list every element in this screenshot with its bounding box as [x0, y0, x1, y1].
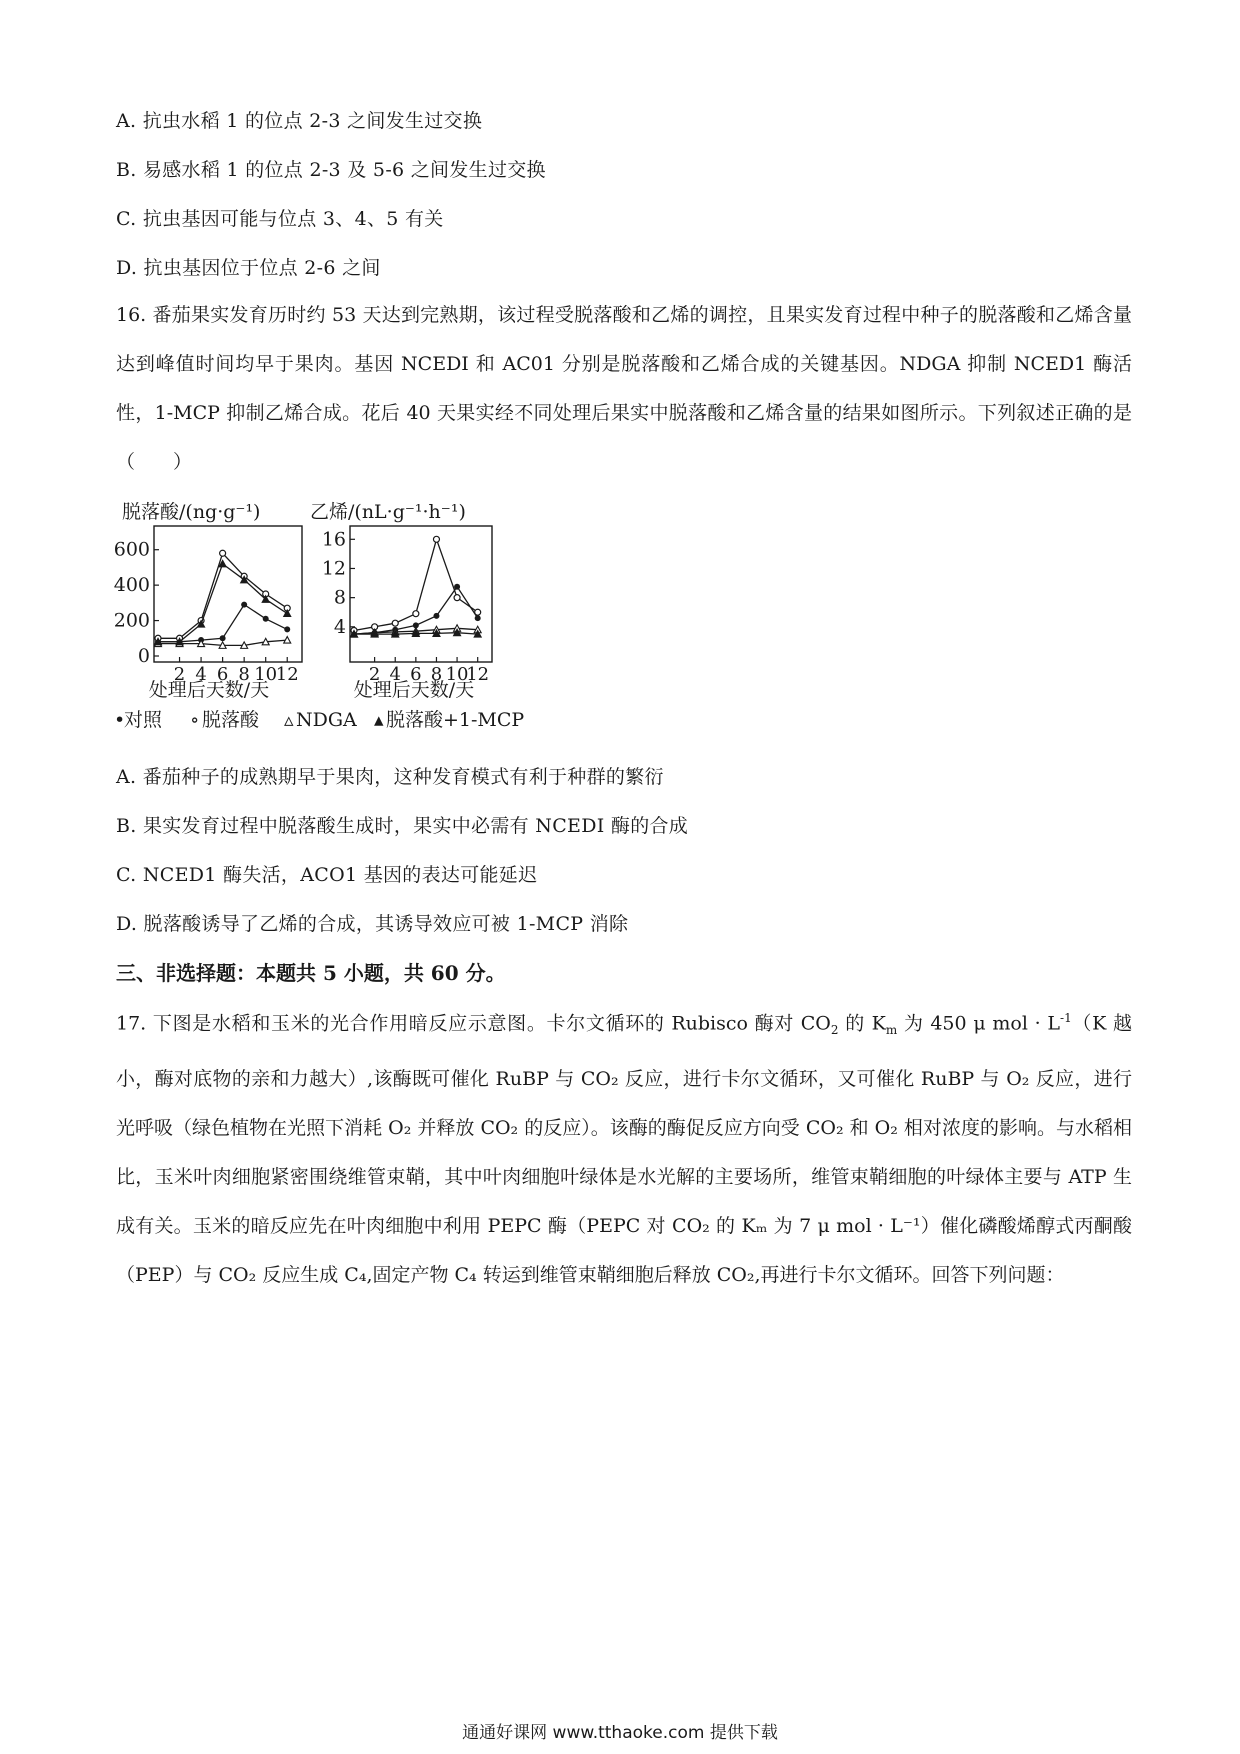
- ethylene-x-axis-label: 处理后天数/天: [353, 679, 475, 701]
- x-tick-label: 6: [410, 664, 422, 685]
- q17-text-part1c: 为 450 μ mol · L: [897, 1012, 1061, 1035]
- q17-text: [116, 994, 1132, 1300]
- abscisic-x-axis-label: 处理后天数/天: [148, 679, 270, 701]
- q15-option-d: D. 抗虫基因位于位点 2-6 之间: [116, 257, 381, 279]
- data-point: [263, 616, 269, 622]
- data-point: [220, 635, 226, 641]
- q17-co2-sub: 2: [830, 1023, 839, 1038]
- q16-option-b: B. 果实发育过程中脱落酸生成时，果实中必需有 NCEDI 酶的合成: [116, 815, 689, 837]
- y-tick-label: 600: [114, 538, 150, 561]
- abscisic-axis-label: 脱落酸/(ng·g⁻¹): [122, 501, 261, 523]
- q17-text-part1b: 的 K: [838, 1012, 886, 1035]
- ethylene-plot: [351, 536, 482, 637]
- x-tick-label: 2: [173, 664, 186, 685]
- x-tick-label: 4: [195, 664, 207, 685]
- data-point: [241, 602, 247, 608]
- q17-text-part1: 17. 下图是水稻和玉米的光合作用暗反应示意图。卡尔文循环的 Rubisco 酶对 CO: [116, 1012, 831, 1035]
- abscisic-plot: [155, 550, 291, 648]
- section-3-heading: 三、非选择题：本题共 5 小题，共 60 分。: [116, 961, 506, 985]
- q15-option-a: A. 抗虫水稻 1 的位点 2-3 之间发生过交换: [116, 110, 483, 132]
- page-footer: 通通好课网 www.tthaoke.com 提供下载: [462, 1723, 778, 1743]
- q17-text-part2: （K 越小，酶对底物的亲和力越大）,该酶既可催化 RuBP 与 CO₂ 反应，进行卡尔文循环，又可催化 RuBP 与 O₂ 反应，进行光呼吸（绿色植物在光照下消耗 O₂ 并释放 CO₂ 的反应）。该酶的酶促反应方向受 CO₂ 和 O₂ 相对浓度的影响。与水稻相比，玉米叶肉细胞紧密围绕维管束鞘，其中叶肉细胞叶绿体是水光解的主要场所，维管束鞘细胞的叶绿体主要与 ATP 生成有关。玉米的暗反应先在叶肉细胞中利用 PEPC 酶（PEPC 对 CO₂ 的 Kₘ 为 7 μ mol · L⁻¹）催化磷酸烯醇式丙酮酸（PEP）与 CO₂ 反应生成 C₄,固定产物 C₄ 转运到维管束鞘细胞后释放 CO₂,再进行卡尔文循环。回答下列问题：: [116, 1012, 1133, 1287]
- data-point: [433, 536, 439, 542]
- chart-legend: [114, 709, 524, 731]
- y-tick-label: 200: [114, 609, 150, 632]
- ethylene-axis-label: 乙烯/(nL·g⁻¹·h⁻¹): [310, 501, 466, 523]
- q16-option-c: C. NCED1 酶失活，ACO1 基因的表达可能延迟: [116, 864, 538, 886]
- q15-option-b: B. 易感水稻 1 的位点 2-3 及 5-6 之间发生过交换: [116, 159, 546, 181]
- data-point: [284, 610, 291, 617]
- legend-symbol-aba: ∘: [190, 709, 200, 731]
- x-tick-label: 6: [216, 664, 229, 685]
- data-point: [413, 611, 419, 617]
- x-tick-label: 8: [430, 664, 443, 685]
- y-tick-label: 12: [321, 557, 346, 580]
- q16-figure: [114, 496, 554, 736]
- x-tick-label: 8: [238, 664, 250, 685]
- data-point: [433, 613, 439, 619]
- q17-km-sub: m: [885, 1023, 898, 1038]
- x-tick-label: 12: [275, 664, 299, 685]
- q16-option-a: A. 番茄种子的成熟期早于果肉，这种发育模式有利于种群的繁衍: [116, 766, 664, 788]
- y-tick-label: 400: [114, 574, 150, 597]
- abscisic-y-ticks: [114, 539, 159, 667]
- data-point: [454, 584, 460, 590]
- legend-symbol-control: •: [114, 709, 126, 731]
- y-tick-label: 8: [333, 586, 346, 609]
- legend-label-control: 对照: [124, 709, 163, 731]
- x-tick-label: 10: [445, 664, 469, 685]
- legend-label-aba: 脱落酸: [202, 709, 260, 731]
- q17-unit-sup: -1: [1060, 1011, 1072, 1025]
- y-tick-label: 0: [137, 645, 150, 667]
- data-point: [284, 626, 290, 632]
- legend-symbol-ndga: ▵: [284, 709, 294, 731]
- x-tick-label: 10: [254, 664, 278, 685]
- legend-label-ndga: NDGA: [296, 709, 357, 731]
- data-point: [454, 595, 460, 601]
- y-tick-label: 16: [321, 528, 346, 551]
- data-point: [475, 609, 481, 615]
- data-point: [475, 615, 481, 621]
- legend-label-aba-mcp: 脱落酸+1-MCP: [386, 709, 525, 731]
- y-tick-label: 4: [333, 615, 346, 638]
- q16-charts: [114, 496, 554, 736]
- q16-stem: 16. 番茄果实发育历时约 53 天达到完熟期，该过程受脱落酸和乙烯的调控，且果实发育过程中种子的脱落酸和乙烯含量达到峰值时间均早于果肉。基因 NCEDI 和 AC01 分别是脱落酸和乙烯合成的关键基因。NDGA 抑制 NCED1 酶活性，1-MCP 抑制乙烯合成。花后 40 天果实经不同处理后果实中脱落酸和乙烯含量的结果如图所示。下列叙述正确的是（ ）: [116, 304, 1132, 473]
- q15-option-c: C. 抗虫基因可能与位点 3、4、5 有关: [116, 208, 444, 230]
- q16-option-d: D. 脱落酸诱导了乙烯的合成，其诱导效应可被 1-MCP 消除: [116, 913, 629, 935]
- legend-symbol-aba-mcp: ▴: [374, 709, 384, 731]
- data-point: [220, 550, 226, 556]
- x-tick-label: 2: [368, 664, 381, 685]
- data-point: [392, 620, 398, 626]
- x-tick-label: 4: [389, 664, 401, 685]
- x-tick-label: 12: [466, 664, 490, 685]
